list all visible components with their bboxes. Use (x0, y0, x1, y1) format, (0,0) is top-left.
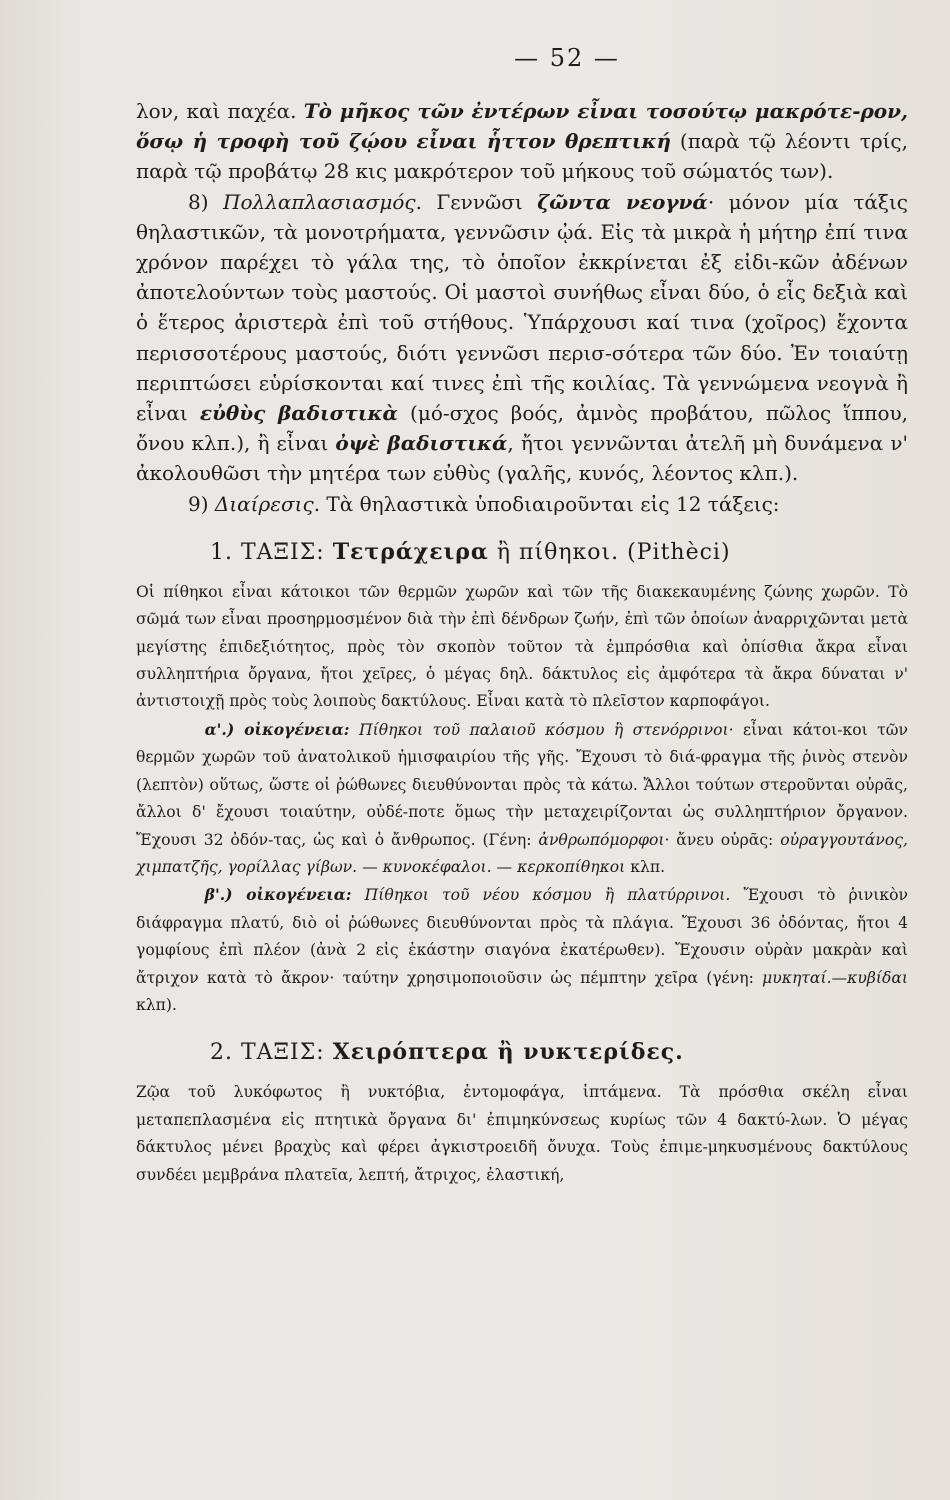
page-number: — 52 — (514, 44, 620, 72)
emphasis-late-walking: ὀψὲ βαδιστικά (335, 431, 508, 456)
emphasis-immediately-walking: εὐθὺς βαδιστικὰ (199, 401, 398, 426)
heading-reproduction: Πολλαπλασιασμός (223, 189, 416, 214)
paragraph-new-world-monkeys: β'.) οἰκογένεια: Πίθηκοι τοῦ νέου κόσμου ἢ πλατύρρινοι. Ἔχουσι τὸ ῥινικὸν διάφραγμα πλατύ, διὸ οἱ ῥώθωνες διευθύνονται πρὸς τὰ πλάγια. Ἔχουσι 36 ὀδόντας, ἤτοι 4 γομφίους ἐπὶ πλέον (ἀνὰ 2 εἰς ἑκάστην σιαγόνα ἑκατέρωθεν). Ἔχουσιν οὐρὰν μακρὰν καὶ ἄτριχον κατὰ τὸ ἄκρον· ταύτην χρησιμοποιοῦσιν ὡς πέμπτην χεῖρα (γένη: μυκηταί.—κυβίδαι κλπ). (136, 885, 908, 1014)
paragraph-reproduction: 8) Πολλαπλασιασμός. Γεννῶσι ζῶντα νεογνά· μόνον μία τάξις θηλαστικῶν, τὰ μονοτρήματα, γεννῶσιν ᾠά. Εἰς τὰ μικρὰ ἡ μήτηρ ἐπί τινα χρόνον παρέχει τὸ γάλα της, τὸ ὁποῖον ἐκκρίνεται ἐξ εἰδι-κῶν ἀδένων ἀποτελούντων τοὺς μαστούς. Οἱ μαστοὶ συνήθως εἶναι δύο, ὁ εἷς δεξιὰ καὶ ὁ ἕτερος ἀριστερὰ ἐπὶ τοῦ στήθους. Ὑπάρχουσι καί τινα (χοῖρος) ἔχοντα περισσοτέρους μαστούς, διότι γεννῶσι περισ-σότερα τῶν δύο. Ἐν τοιαύτῃ περιπτώσει εὑρίσκονται καί τινες ἐπὶ τῆς κοιλίας. Τὰ γεννώμενα νεογνὰ ἢ εἶναι εὐθὺς βαδιστικὰ (μό-σχος βοός, ἀμνὸς προβάτου, πῶλος ἵππου, ὄνου κλπ.), ἢ εἶναι ὀψὲ βαδιστικά, ἤτοι γεννῶνται ἀτελῆ μὴ δυνάμενα ν' ἀκολουθῶσι τὴν μητέρα των εὐθὺς (γαλῆς, κυνός, λέοντος κλπ.). (136, 189, 909, 486)
section-title-primates: 1. ΤΑΞΙΣ: Τετράχειρα ἢ πίθηκοι. (Pithèci) (210, 538, 731, 565)
emphasis-live-young: ζῶντα νεογνά (537, 189, 708, 214)
section-title-bats: 2. ΤΑΞΙΣ: Χειρόπτερα ἢ νυκτερίδες. (210, 1039, 684, 1066)
emphasis-intestine-length: Τὸ μῆκος τῶν ἐντέρων εἶναι τοσούτῳ μακρότε-ρον, ὅσῳ ἡ τροφὴ τοῦ ζῴου εἶναι ἧττον θρεπτική (136, 99, 908, 154)
paragraph-old-world-monkeys: α'.) οἰκογένεια: Πίθηκοι τοῦ παλαιοῦ κόσμου ἢ στενόρρινοι· εἶναι κάτοι-κοι τῶν θερμῶν χωρῶν τοῦ ἀνατολικοῦ ἡμισφαιρίου τῆς γῆς. Ἔχουσι τὸ διά-φραγμα τῆς ῥινὸς στενὸν (λεπτὸν) οὕτως, ὥστε οἱ ῥώθωνες διευθύνονται πρὸς τὰ κάτω. Ἄλλοι τούτων στεροῦνται οὐρᾶς, ἄλλοι δ' ἔχουσι τοιαύτην, οὐδέ-ποτε ὅμως τὴν μεταχειρίζονται ὡς συλληπτήριον ὄργανον. Ἔχουσι 32 ὀδόν-τας, ὡς καὶ ὁ ἄνθρωπος. (Γένη: ἀνθρωπόμορφοι· ἄνευ οὐρᾶς: οὐραγγουτάνος, χιμπατζῆς, γορίλλας γίβων. — κυνοκέφαλοι. — κερκοπίθηκοι κλπ. (136, 719, 909, 876)
paragraph-bats: Ζῷα τοῦ λυκόφωτος ἢ νυκτόβια, ἐντομοφάγα, ἱπτάμενα. Τὰ πρόσθια σκέλη εἶναι μεταπεπλασμένα εἰς πτητικὰ ὄργανα δι' ἐπιμηκύνσεως κυρίως τῶν 4 δακτύ-λων. Ὁ μέγας δάκτυλος μένει βραχὺς καὶ φέρει ἀγκιστροειδῆ ὄνυχα. Τοὺς ἐπιμε-μηκυσμένους δακτύλους συνδέει μεμβράνα πλατεῖα, λεπτή, ἄτριχος, ἐλαστική, (136, 1083, 908, 1184)
heading-division: Διαίρεσις (214, 491, 314, 516)
paragraph-primates: Οἱ πίθηκοι εἶναι κάτοικοι τῶν θερμῶν χωρῶν καὶ τῶν τῆς διακεκαυμένης ζώνης χωρῶν. Τὸ σῶμά των εἶναι προσηρμοσμένον διὰ τὴν ἐπὶ δένδρων ζωήν, ἐπὶ τῶν ὁποίων ἀναρριχῶνται μετὰ μεγίστης ἐπιδεξιότητος, πρὸς τὸν σκοπὸν τοῦτον τὰ ἐμπρόσθια καὶ ὀπίσθια ἄκρα εἶναι συλληπτήρια ὄργανα, ἤτοι χεῖρες, ὁ μέγας δηλ. δάκτυλος εἰς ἀμφότερα τὰ ἄκρα δύναται ν' ἀντιστοιχῇ πρὸς τοὺς λοιποὺς δακτύλους. Εἶναι κατὰ τὸ πλεῖστον καρποφάγοι. (136, 582, 908, 711)
paragraph-division: 9) Διαίρεσις. Τὰ θηλαστικὰ ὑποδιαιροῦνται εἰς 12 τάξεις: (188, 491, 780, 516)
paragraph-intestine: λον, καὶ παχέα. Τὸ μῆκος τῶν ἐντέρων εἶναι τοσούτῳ μακρότε-ρον, ὅσῳ ἡ τροφὴ τοῦ ζῴου εἶναι ἧττον θρεπτική (παρὰ τῷ λέοντι τρίς, παρὰ τῷ προβάτῳ 28 κις μακρότερον τοῦ μήκους τοῦ σώματός των). (136, 99, 908, 184)
